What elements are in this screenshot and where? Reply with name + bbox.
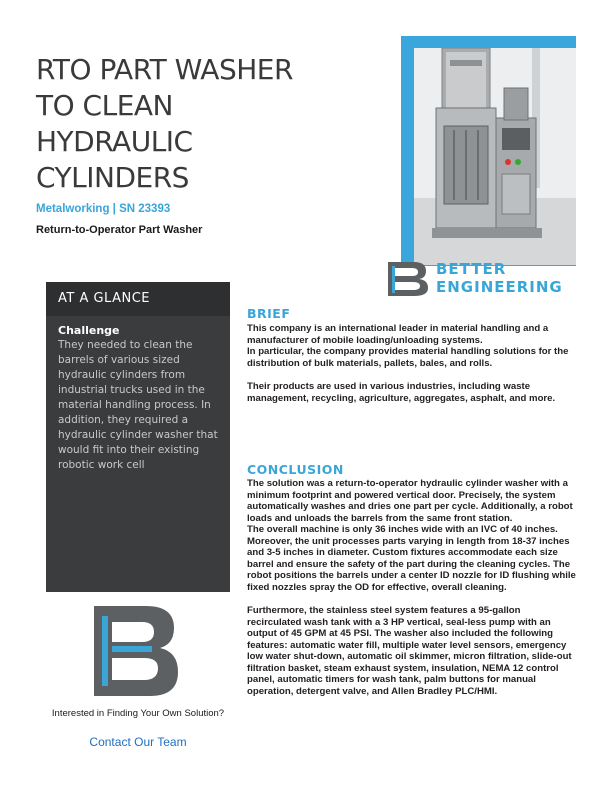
brief-paragraph-2: In particular, the company provides material handling solutions for the distribution of bulk materials, pallets, bales, and rolls. (247, 346, 569, 369)
contact-our-team-link[interactable]: Contact Our Team (89, 735, 187, 749)
at-a-glance-panel (46, 282, 230, 592)
title-line-3: HYDRAULIC (36, 125, 193, 158)
document-title (36, 52, 356, 196)
big-b-logo-icon (90, 602, 182, 700)
conclusion-heading: CONCLUSION (247, 462, 344, 477)
title-line-2: TO CLEAN (36, 89, 173, 122)
conclusion-paragraph-3: Furthermore, the stainless steel system features a 95-gallon recirculated wash tank with a 3 HP vertical, seal-less pump with an output of 45 GPM at 45 PSI. The washer also included the following features: automatic water fill, multiple water level sensors, emergency low water shut-down, automatic oil skimmer, micron filtration, slide-out filtration basket, steam exhaust system, insulation, NEMA 12 control panel, automatic timers for wash tank, palm buttons for manual operation, detergent valve, and Allen Bradley PLC/HMI. (247, 605, 572, 697)
brief-section (247, 323, 577, 404)
product-type: Return-to-Operator Part Washer (36, 224, 203, 236)
cta-prompt: Interested in Finding Your Own Solution? (51, 708, 225, 719)
machine-photo (414, 48, 576, 265)
conclusion-paragraph-1: The solution was a return-to-operator hydraulic cylinder washer with a minimum footprint and powered vertical door. Precisely, the system automatically washes and dries one part per cycle. Additionally, a robot loads and unloads the barrels from the same front station. (247, 478, 573, 524)
part-washer-illustration (414, 48, 576, 265)
brief-paragraph-3: Their products are used in various industries, including waste management, recycling, agriculture, aggregates, asphalt, and more. (247, 381, 556, 404)
industry-serial-number: Metalworking | SN 23393 (36, 203, 171, 215)
title-line-1: RTO PART WASHER (36, 53, 293, 86)
better-engineering-logo (386, 260, 563, 300)
logo-line-2: ENGINEERING (436, 278, 563, 296)
conclusion-section (247, 478, 577, 697)
logo-line-1: BETTER (436, 260, 507, 278)
challenge-label: Challenge (58, 324, 120, 337)
challenge-text: They needed to clean the barrels of various sized hydraulic cylinders from industrial trucks used in the material handling process. In addition, they required a hydraulic cylinder washer that would fit into their existing robotic work cell (58, 339, 218, 471)
brief-paragraph-1: This company is an international leader in material handling and a manufacturer of mobile loading/unloading systems. (247, 323, 549, 346)
at-a-glance-heading: AT A GLANCE (46, 282, 230, 316)
brief-heading: BRIEF (247, 306, 291, 321)
b-logo-icon (386, 260, 430, 298)
conclusion-paragraph-2: The overall machine is only 36 inches wide with an IVC of 40 inches. Moreover, the unit processes parts varying in length from 18-37 inches and 3-5 inches in diameter. Custom fixtures accommodate each size barrel and ensure the safety of the part during the cleaning cycles. The robot positions the barrels under a center ID nozzle for ID flushing while fixed nozzles spray the OD for effective, overall cleaning. (247, 524, 576, 593)
logo-wordmark (436, 260, 563, 296)
title-line-4: CYLINDERS (36, 161, 189, 194)
